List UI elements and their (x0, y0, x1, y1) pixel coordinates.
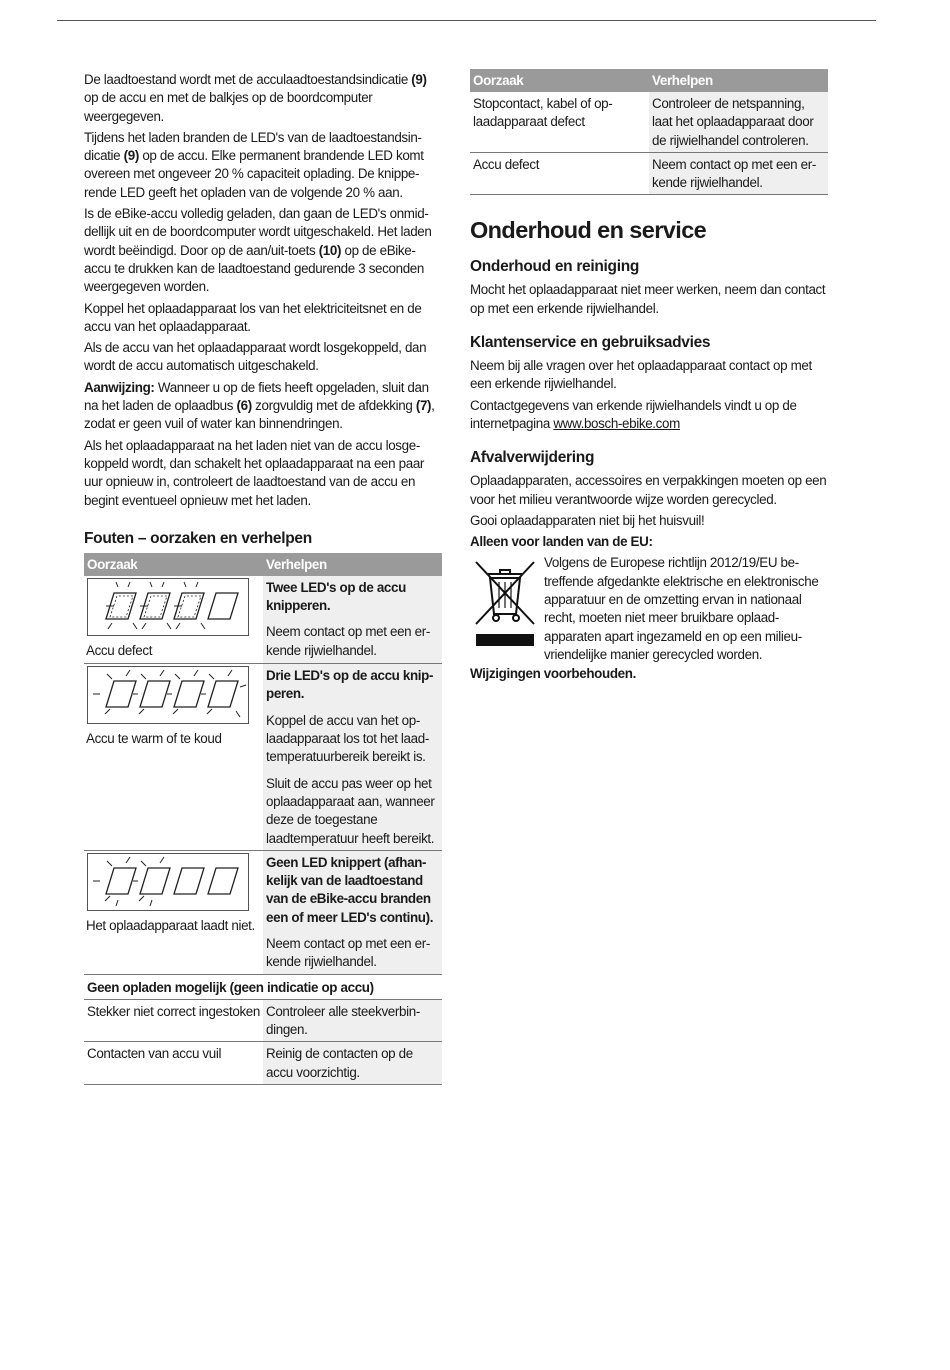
col-remedy-header: Verhelpen (649, 69, 828, 92)
two-leds-blinking-icon (87, 578, 249, 636)
crossed-out-bin-icon (472, 558, 538, 650)
top-rule (57, 20, 876, 21)
row1-remedy: Neem contact op met een erkende rijwielhandel. (266, 624, 431, 658)
row1-cause: Stopcontact, kabel of oplaadapparaat defect (470, 92, 649, 152)
faults-heading: Fouten – oorzaken en verhelpen (84, 529, 312, 547)
row3-cause: Het oplaadapparaat laadt niet. (86, 917, 255, 933)
paragraph-disconnect: Koppel het oplaadapparaat los van het elektriciteitsnet en de accu van het oplaadapparaat. (84, 300, 422, 334)
eu-directive-text: Volgens de Europese richtlijn 2012/19/EU betreffende afgedankte elektrische en elektronische apparatuur en de omzetting ervan in nationaal recht, moeten niet meer bruikbare oplaadapparaten apart ingezameld en op een milieuvriendelijke manier gerecycled worden. (544, 555, 819, 662)
eu-heading: Alleen voor landen van de EU: (470, 534, 653, 550)
paragraph-charge-indicator: De laadtoestand wordt met de acculaadtoestandsindicatie (9) op de accu en met de balkjes op de boordcomputer weergegeven. (84, 72, 427, 124)
row2-symptom: Drie LED's op de accu knipperen. (266, 668, 434, 702)
service-heading: Klantenservice en gebruiksadvies (470, 334, 711, 352)
row1-symptom: Twee LED's op de accu knipperen. (266, 579, 406, 614)
main-heading: Onderhoud en service (470, 217, 707, 244)
bosch-ebike-link[interactable]: www.bosch-ebike.com (553, 415, 680, 431)
col-remedy-header: Verhelpen (263, 553, 442, 576)
row2-cause: Accu te warm of te koud (86, 731, 222, 747)
table-row (84, 999, 442, 1042)
table-row (470, 92, 828, 152)
disposal-warning: Gooi oplaadapparaten niet bij het huisvuil! (470, 512, 705, 528)
weee-block (470, 554, 828, 667)
right-column (470, 69, 828, 687)
row2-remedy: Neem contact op met een erkende rijwielhandel. (649, 152, 828, 195)
faults-table-header (470, 69, 828, 92)
row2-cause: Accu defect (470, 152, 649, 195)
contact-text: Contactgegevens van erkende rijwielhandels vindt u op de internetpagina www.bosch-ebike.com (470, 397, 797, 431)
table-row (84, 1042, 442, 1085)
row1-remedy: Controleer de netspanning, laat het oplaadapparaat door de rijwielhandel controleren. (649, 92, 828, 152)
paragraph-charging-leds: Tijdens het laden branden de LED's van de laadtoestandsindicatie (9) op de accu. Elke permanent brandende LED komt overeen met ongeveer 20 % capaciteit oplading. De knipperende LED geeft het opladen van de volgende 20 % aan. (84, 129, 424, 200)
maintenance-heading: Onderhoud en reiniging (470, 258, 640, 276)
row2-remedy-2: Sluit de accu pas weer op het oplaadapparaat aan, wanneer deze de toegestane laadtemperatuur heeft bereikt. (266, 775, 435, 846)
paragraph-fully-charged: Is de eBike-accu volledig geladen, dan gaan de LED's onmiddellijk uit en de boordcomputer wordt uitgeschakeld. Het laden wordt beëindigd. Door op de aan/uit-toets (10) op de eBike-accu te drukken kan de laadtoestand gedurende 3 seconden weergegeven worden. (84, 206, 432, 295)
section-no-charging: Geen opladen mogelijk (geen indicatie op accu) (84, 974, 442, 999)
faults-table-continued (470, 69, 828, 195)
left-column (84, 71, 442, 1085)
table-row (84, 664, 442, 851)
table-row (470, 152, 828, 195)
three-leds-blinking-icon (87, 666, 249, 724)
table-section-row (84, 974, 442, 999)
changes-reserved: Wijzigingen voorbehouden. (470, 666, 636, 682)
row2-remedy-1: Koppel de accu van het oplaadapparaat los tot het laadtemperatuurbereik bereikt is. (266, 712, 430, 765)
faults-table (84, 553, 442, 1085)
col-cause-header: Oorzaak (84, 553, 263, 576)
row3-remedy: Neem contact op met een erkende rijwielhandel. (266, 935, 431, 970)
disposal-heading: Afvalverwijdering (470, 449, 595, 467)
paragraph-auto-off: Als de accu van het oplaadapparaat wordt losgekoppeld, dan wordt de accu automatisch uitgeschakeld. (84, 340, 427, 374)
one-led-blinking-icon (87, 853, 249, 911)
table-row (84, 850, 442, 974)
row4-cause: Stekker niet correct ingestoken (84, 999, 263, 1042)
service-text: Neem bij alle vragen over het oplaadapparaat contact op met een erkende rijwielhandel. (470, 358, 812, 392)
maintenance-text: Mocht het oplaadapparaat niet meer werken, neem dan contact op met een erkende rijwielhandel. (470, 282, 826, 316)
paragraph-recharge: Als het oplaadapparaat na het laden niet van de accu losgekoppeld wordt, dan schakelt het oplaadapparaat na een paar uur opnieuw in, controleert de laadtoestand van de accu en begint eventueel opnieuw met het laden. (84, 437, 425, 508)
row5-remedy: Reinig de contacten op de accu voorzichtig. (263, 1042, 442, 1085)
table-row (84, 576, 442, 664)
faults-table-header (84, 553, 442, 576)
row1-cause: Accu defect (86, 642, 153, 658)
disposal-text: Oplaadapparaten, accessoires en verpakkingen moeten op een voor het milieu verantwoorde wijze worden gerecycled. (470, 473, 827, 507)
col-cause-header: Oorzaak (470, 69, 649, 92)
paragraph-note: Aanwijzing: Wanneer u op de fiets heeft opgeladen, sluit dan na het laden de oplaadbus (6) zorgvuldig met de afdekking (7), zodat er geen vuil of water kan binnendringen. (84, 379, 435, 432)
row5-cause: Contacten van accu vuil (84, 1042, 263, 1085)
row3-symptom: Geen LED knippert (afhankelijk van de laadtoestand van de eBike-accu branden een of meer LED's continu). (266, 854, 434, 925)
row4-remedy: Controleer alle steekverbindingen. (263, 999, 442, 1042)
